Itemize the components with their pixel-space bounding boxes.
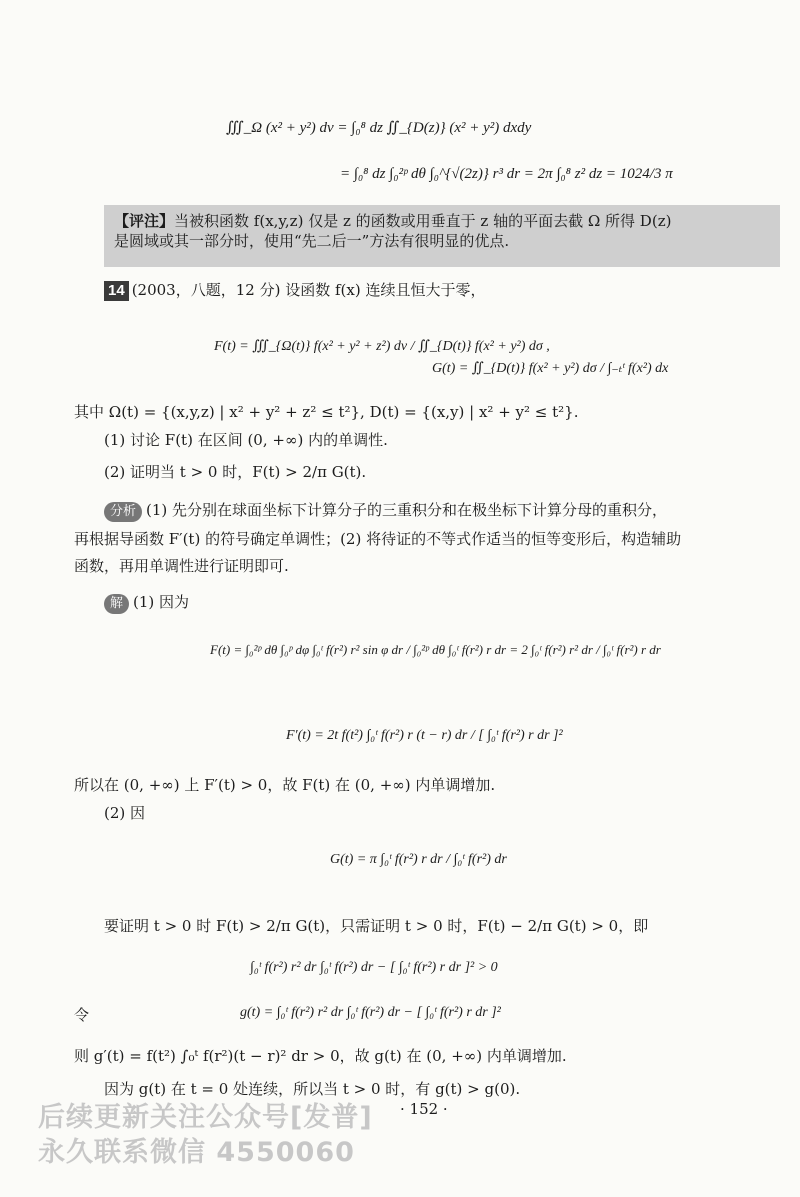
solution-badge: 解 xyxy=(104,594,129,614)
problem-number-badge: 14 xyxy=(104,281,129,301)
note-text: 当被积函数 f(x,y,z) 仅是 z 的函数或用垂直于 z 轴的平面去截 Ω 所得 D(z) xyxy=(174,212,672,230)
solution-step1 xyxy=(104,592,189,614)
equation-G-definition: G(t) = ∬_{D(t)} f(x² + y²) dσ / ∫₋ₜᵗ f(x²) dx xyxy=(432,361,669,376)
question-1: (1) 讨论 F(t) 在区间 (0, +∞) 内的单调性. xyxy=(104,431,388,449)
problem-header-text: (2003，八题，12 分) 设函数 f(x) 连续且恒大于零， xyxy=(131,281,486,299)
problem-domain-line: 其中 Ω(t) = {(x,y,z) | x² + y² + z² ≤ t²}, D(t) = {(x,y) | x² + y² ≤ t²}. xyxy=(74,403,579,421)
solution-conclusion-1: 所以在 (0, +∞) 上 F′(t) > 0，故 F(t) 在 (0, +∞) 内单调增加. xyxy=(74,776,496,794)
equation-triple-integral-line2: = ∫₀⁸ dz ∫₀²ᵖ dθ ∫₀^{√(2z)} r³ dr = 2π ∫₀⁸ z² dz = 1024/3 π xyxy=(340,166,673,182)
problem-header xyxy=(104,280,485,301)
equation-triple-integral-line1: ∭_Ω (x² + y²) dv = ∫₀⁸ dz ∬_{D(z)} (x² + y²) dxdy xyxy=(226,120,532,136)
equation-inequality: ∫₀ᵗ f(r²) r² dr ∫₀ᵗ f(r²) dr − [ ∫₀ᵗ f(r²) r dr ]² > 0 xyxy=(250,960,498,975)
solution-need-prove: 要证明 t > 0 时 F(t) > 2/π G(t)，只需证明 t > 0 时，F(t) − 2/π G(t) > 0，即 xyxy=(104,917,649,935)
analysis-line1 xyxy=(104,500,667,522)
analysis-badge: 分析 xyxy=(104,502,142,522)
equation-F-spherical: F(t) = ∫₀²ᵖ dθ ∫₀ᵖ dφ ∫₀ᵗ f(r²) r² sin φ dr / ∫₀²ᵖ dθ ∫₀ᵗ f(r²) r dr = 2 ∫₀ᵗ f(r²) r² dr / ∫₀ᵗ f(r²) r dr xyxy=(210,642,661,657)
solution-step1-text: (1) 因为 xyxy=(133,593,190,611)
page-number: · 152 · xyxy=(400,1100,448,1118)
solution-g-prime: 则 g′(t) = f(t²) ∫₀ᵗ f(r²)(t − r)² dr > 0，故 g(t) 在 (0, +∞) 内单调增加. xyxy=(74,1047,567,1065)
equation-G-polar: G(t) = π ∫₀ᵗ f(r²) r dr / ∫₀ᵗ f(r²) dr xyxy=(330,852,507,867)
solution-final: 因为 g(t) 在 t = 0 处连续，所以当 t > 0 时，有 g(t) > g(0). xyxy=(104,1080,521,1098)
question-2: (2) 证明当 t > 0 时，F(t) > 2/π G(t). xyxy=(104,463,367,481)
solution-let: 令 xyxy=(74,1006,90,1024)
comment-note xyxy=(104,205,780,267)
analysis-line2: 再根据导函数 F′(t) 的符号确定单调性；(2) 将待证的不等式作适当的恒等变形后，构造辅助 xyxy=(74,530,682,548)
solution-step2: (2) 因 xyxy=(104,804,146,822)
note-label: 【评注】 xyxy=(114,212,175,230)
equation-F-definition: F(t) = ∭_{Ω(t)} f(x² + y² + z²) dv / ∬_{D(t)} f(x² + y²) dσ , xyxy=(214,339,550,354)
analysis-line3: 函数，再用单调性进行证明即可. xyxy=(74,557,289,575)
equation-g-definition: g(t) = ∫₀ᵗ f(r²) r² dr ∫₀ᵗ f(r²) dr − [ ∫₀ᵗ f(r²) r dr ]² xyxy=(240,1005,501,1020)
watermark-line2: 永久联系微信 4550060 xyxy=(38,1137,355,1168)
watermark-line1: 后续更新关注公众号[发普] xyxy=(38,1102,373,1133)
note-text-line2: 是圆域或其一部分时，使用“先二后一”方法有很明显的优点. xyxy=(114,232,510,250)
equation-F-prime: F′(t) = 2t f(t²) ∫₀ᵗ f(r²) r (t − r) dr / [ ∫₀ᵗ f(r²) r dr ]² xyxy=(286,728,563,743)
analysis-text-1: (1) 先分别在球面坐标下计算分子的三重积分和在极坐标下计算分母的重积分， xyxy=(146,501,668,519)
